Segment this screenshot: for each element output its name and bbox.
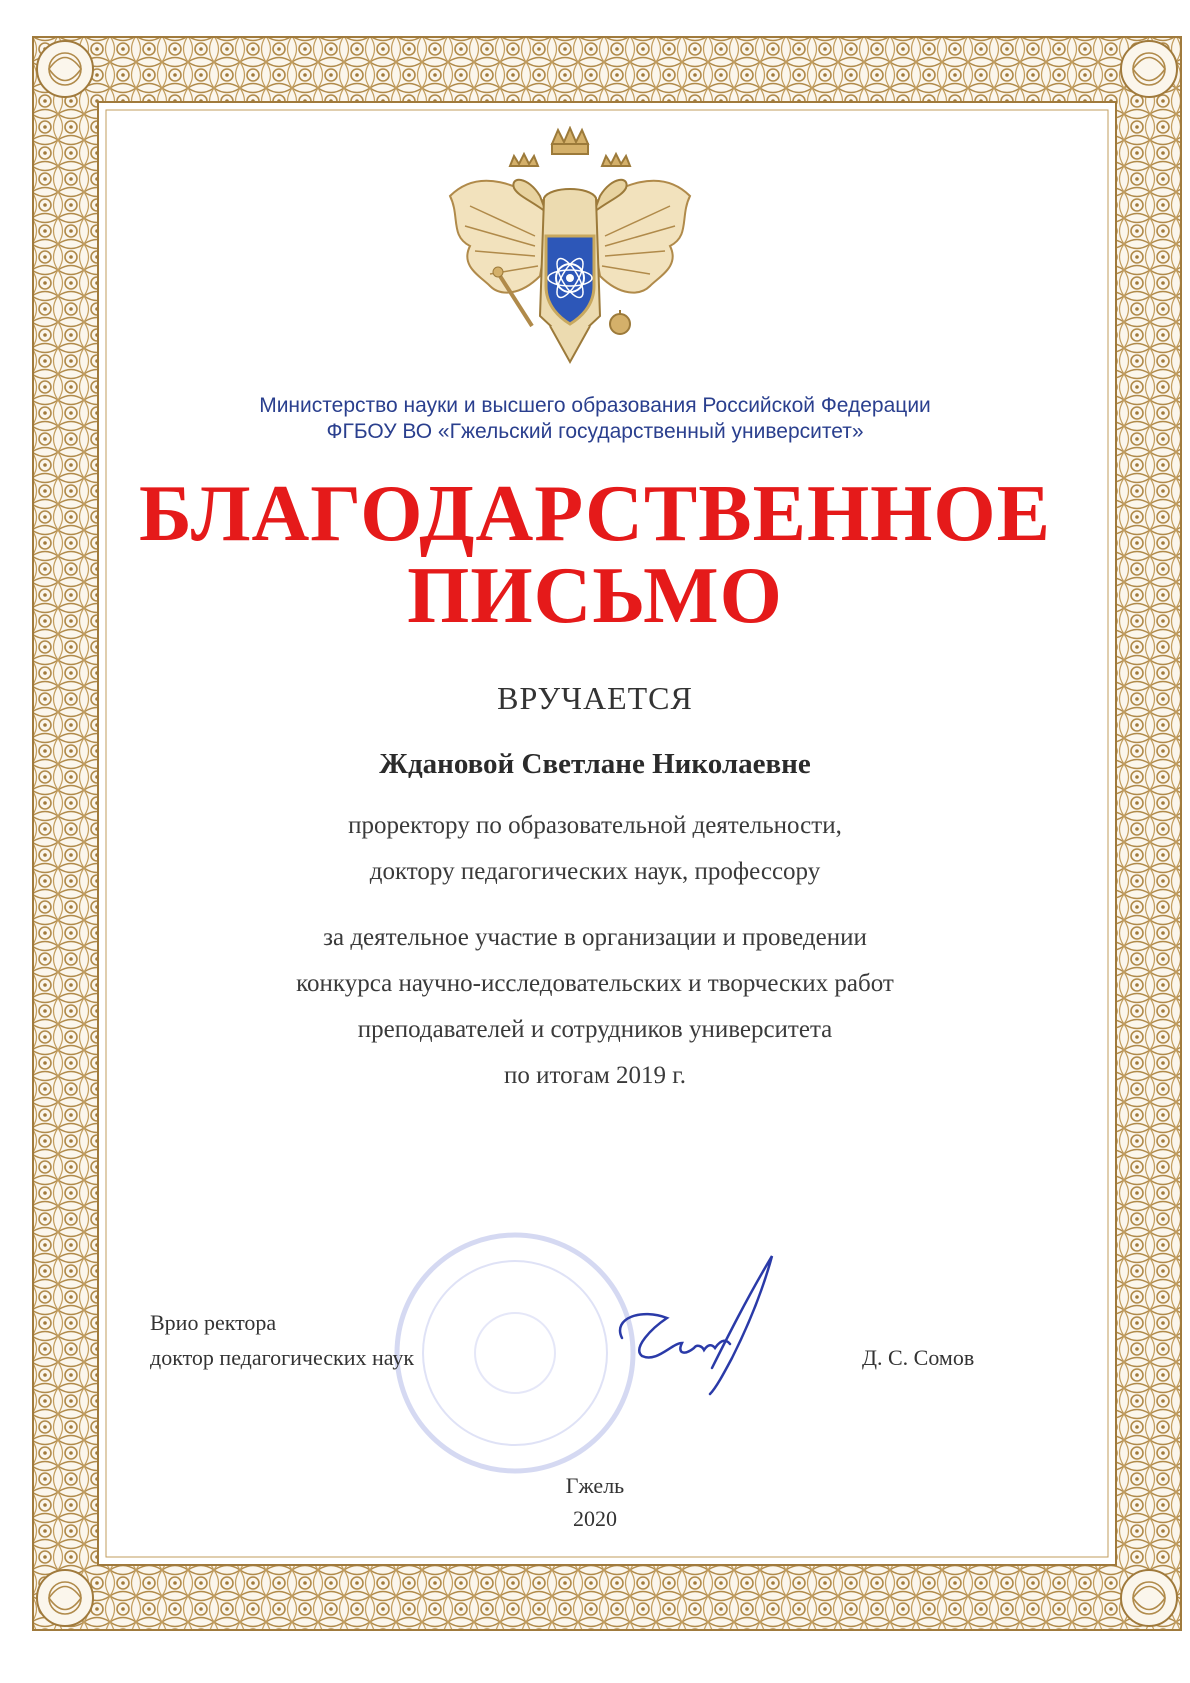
year: 2020: [573, 1506, 617, 1531]
signatory-title: Врио ректора: [150, 1310, 277, 1335]
handwritten-signature: [612, 1248, 792, 1398]
position-line: доктору педагогических наук, профессору: [369, 858, 821, 885]
round-seal-icon: [390, 1228, 640, 1478]
title-line-1: БЛАГОДАРСТВЕННОЕ: [139, 470, 1051, 558]
double-headed-eagle-icon: [440, 126, 700, 366]
awarded-label: ВРУЧАЕТСЯ: [497, 680, 693, 716]
ministry-name: Министерство науки и высшего образования Российской Федерации: [259, 394, 931, 417]
title-line-2: ПИСЬМО: [407, 552, 783, 640]
city: Гжель: [565, 1473, 625, 1498]
reason-line: преподавателей и сотрудников университета: [357, 1016, 833, 1043]
signatory-name: Д. С. Сомов: [862, 1345, 975, 1370]
position-line: проректору по образовательной деятельности,: [348, 812, 842, 839]
recipient-name: Ждановой Светлане Николаевне: [379, 748, 811, 780]
reason-line: конкурса научно-исследовательских и творческих работ: [296, 970, 894, 997]
reason-line: за деятельное участие в организации и проведении: [323, 924, 867, 951]
signatory-degree: доктор педагогических наук: [150, 1345, 415, 1370]
reason-line: по итогам 2019 г.: [504, 1062, 686, 1089]
university-name: ФГБОУ ВО «Гжельский государственный университет»: [326, 420, 864, 443]
